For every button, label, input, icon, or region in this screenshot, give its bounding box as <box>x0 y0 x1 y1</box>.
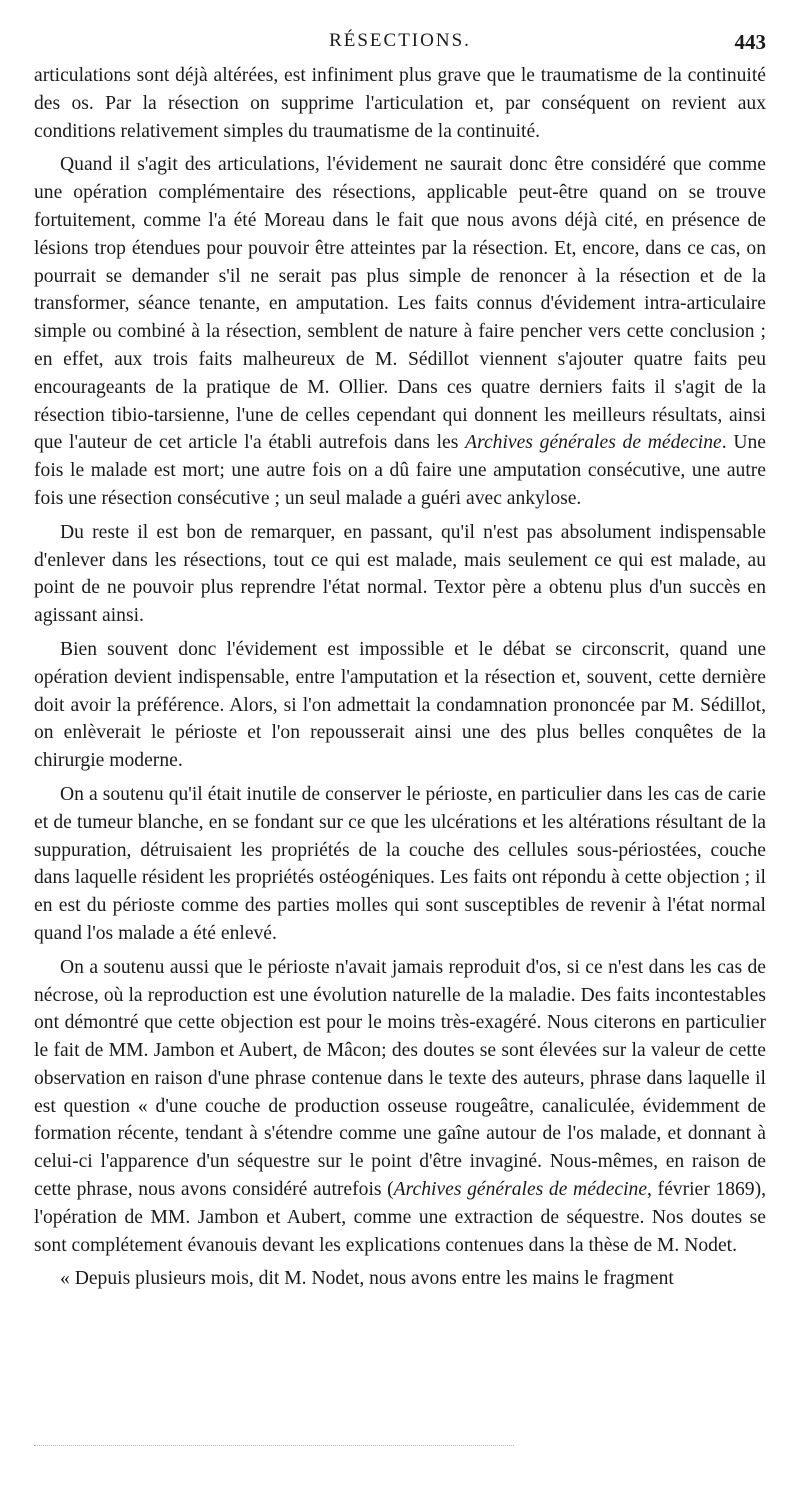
paragraph-text: Quand il s'agit des articulations, l'évidement ne saurait donc être considéré que comme une opération complémentaire des résections, applicable peut-être quand on se trouve fortuitement, comme l'a été Moreau dans le fait que nous avons déjà cité, en présence de lésions trop étendues pour pouvoir être atteintes par la résection. Et, encore, dans ce cas, on pourrait se demander s'il ne serait pas plus simple de renoncer à la résection et de la transformer, séance tenante, en amputation. Les faits connus d'évidement intra-articulaire simple ou combiné à la résection, semblent de nature à faire pencher vers cette conclusion ; en effet, aux trois faits malheureux de M. Sédillot viennent s'ajouter quatre faits peu encourageants de la pratique de M. Ollier. Dans ces quatre derniers faits il s'agit de la résection tibio-tarsienne, l'une de celles cependant qui donnent les meilleurs résultats, ainsi que l'auteur de cet article l'a établi autrefois dans les <box>34 154 766 454</box>
page-header <box>34 30 766 60</box>
paragraph <box>34 62 766 145</box>
journal-title: Archives générales de médecine <box>465 432 722 454</box>
paragraph-text: On a soutenu aussi que le périoste n'avait jamais reproduit d'os, si ce n'est dans les cas de nécrose, où la reproduction est une évolution naturelle de la maladie. Des faits incontestables ont démontré que cette objection est pour le moins très-exagéré. Nous citerons en particulier le fait de MM. Jambon et Aubert, de Mâcon; des doutes se sont élevées sur la valeur de cette observation en raison d'une phrase contenue dans le texte des auteurs, phrase dans laquelle il est question « d'une couche de production osseuse rougeâtre, canaliculée, évidemment de formation récente, tendant à s'étendre comme une gaîne autour de l'os malade, et donnant à celui-ci l'apparence d'un séquestre sur le point d'être invaginé. Nous-mêmes, en raison de cette phrase, nous avons considéré autrefois ( <box>34 956 766 1201</box>
paragraph-text: , février 1869), l'opération de MM. Jambon et Aubert, comme une extraction de séquestre. Nos doutes se sont complétement évanouis devant les explications contenues dans la thèse de M. Nodet. <box>34 1179 767 1256</box>
footer-rule <box>34 1445 514 1446</box>
journal-title: Archives générales de médecine <box>393 1179 648 1201</box>
paragraph <box>34 954 766 1260</box>
paragraph-text: On a soutenu qu'il était inutile de conserver le périoste, en particulier dans les cas de carie et de tumeur blanche, en se fondant sur ce que les ulcérations et les altérations résultant de la suppuration, détruisaient les propriétés de la couche des cellules sous-périostées, couche dans laquelle résident les propriétés ostéogéniques. Les faits ont répondu à cette objection ; il en est du périoste comme des parties molles qui sont susceptibles de revenir à l'état normal quand l'os malade a été enlevé. <box>34 783 766 944</box>
paragraph-text: Bien souvent donc l'évidement est impossible et le débat se circonscrit, quand une opération devient indispensable, entre l'amputation et la résection et, souvent, cette dernière doit avoir la préférence. Alors, si l'on admettait la condamnation prononcée par M. Sédillot, on enlèverait le périoste et l'on repousserait ainsi une des plus belles conquêtes de la chirurgie moderne. <box>34 638 766 772</box>
page-number: 443 <box>734 30 766 54</box>
paragraph-text: articulations sont déjà altérées, est infiniment plus grave que le traumatisme de la continuité des os. Par la résection on supprime l'articulation et, par conséquent on revient aux conditions relativement simples du traumatisme de la continuité. <box>34 65 766 142</box>
paragraph <box>34 151 766 512</box>
paragraph-text: Du reste il est bon de remarquer, en passant, qu'il n'est pas absolument indispensable d'enlever dans les résections, tout ce qui est malade, mais seulement ce qui est malade, au point de ne pouvoir plus reprendre l'état normal. Textor père a obtenu plus d'un succès en agissant ainsi. <box>34 521 766 627</box>
paragraph <box>34 781 766 948</box>
paragraph-text: . Une fois le malade est mort; une autre fois on a dû faire une amputation consécutive, une autre fois une résection consécutive ; un seul malade a guéri avec ankylose. <box>34 432 766 509</box>
paragraph <box>34 636 766 775</box>
running-title: RÉSECTIONS. <box>329 30 471 51</box>
paragraph-text: « Depuis plusieurs mois, dit M. Nodet, nous avons entre les mains le fragment <box>60 1268 674 1290</box>
paragraph <box>34 519 766 630</box>
paragraph <box>34 1265 766 1293</box>
body-text <box>34 62 766 1299</box>
